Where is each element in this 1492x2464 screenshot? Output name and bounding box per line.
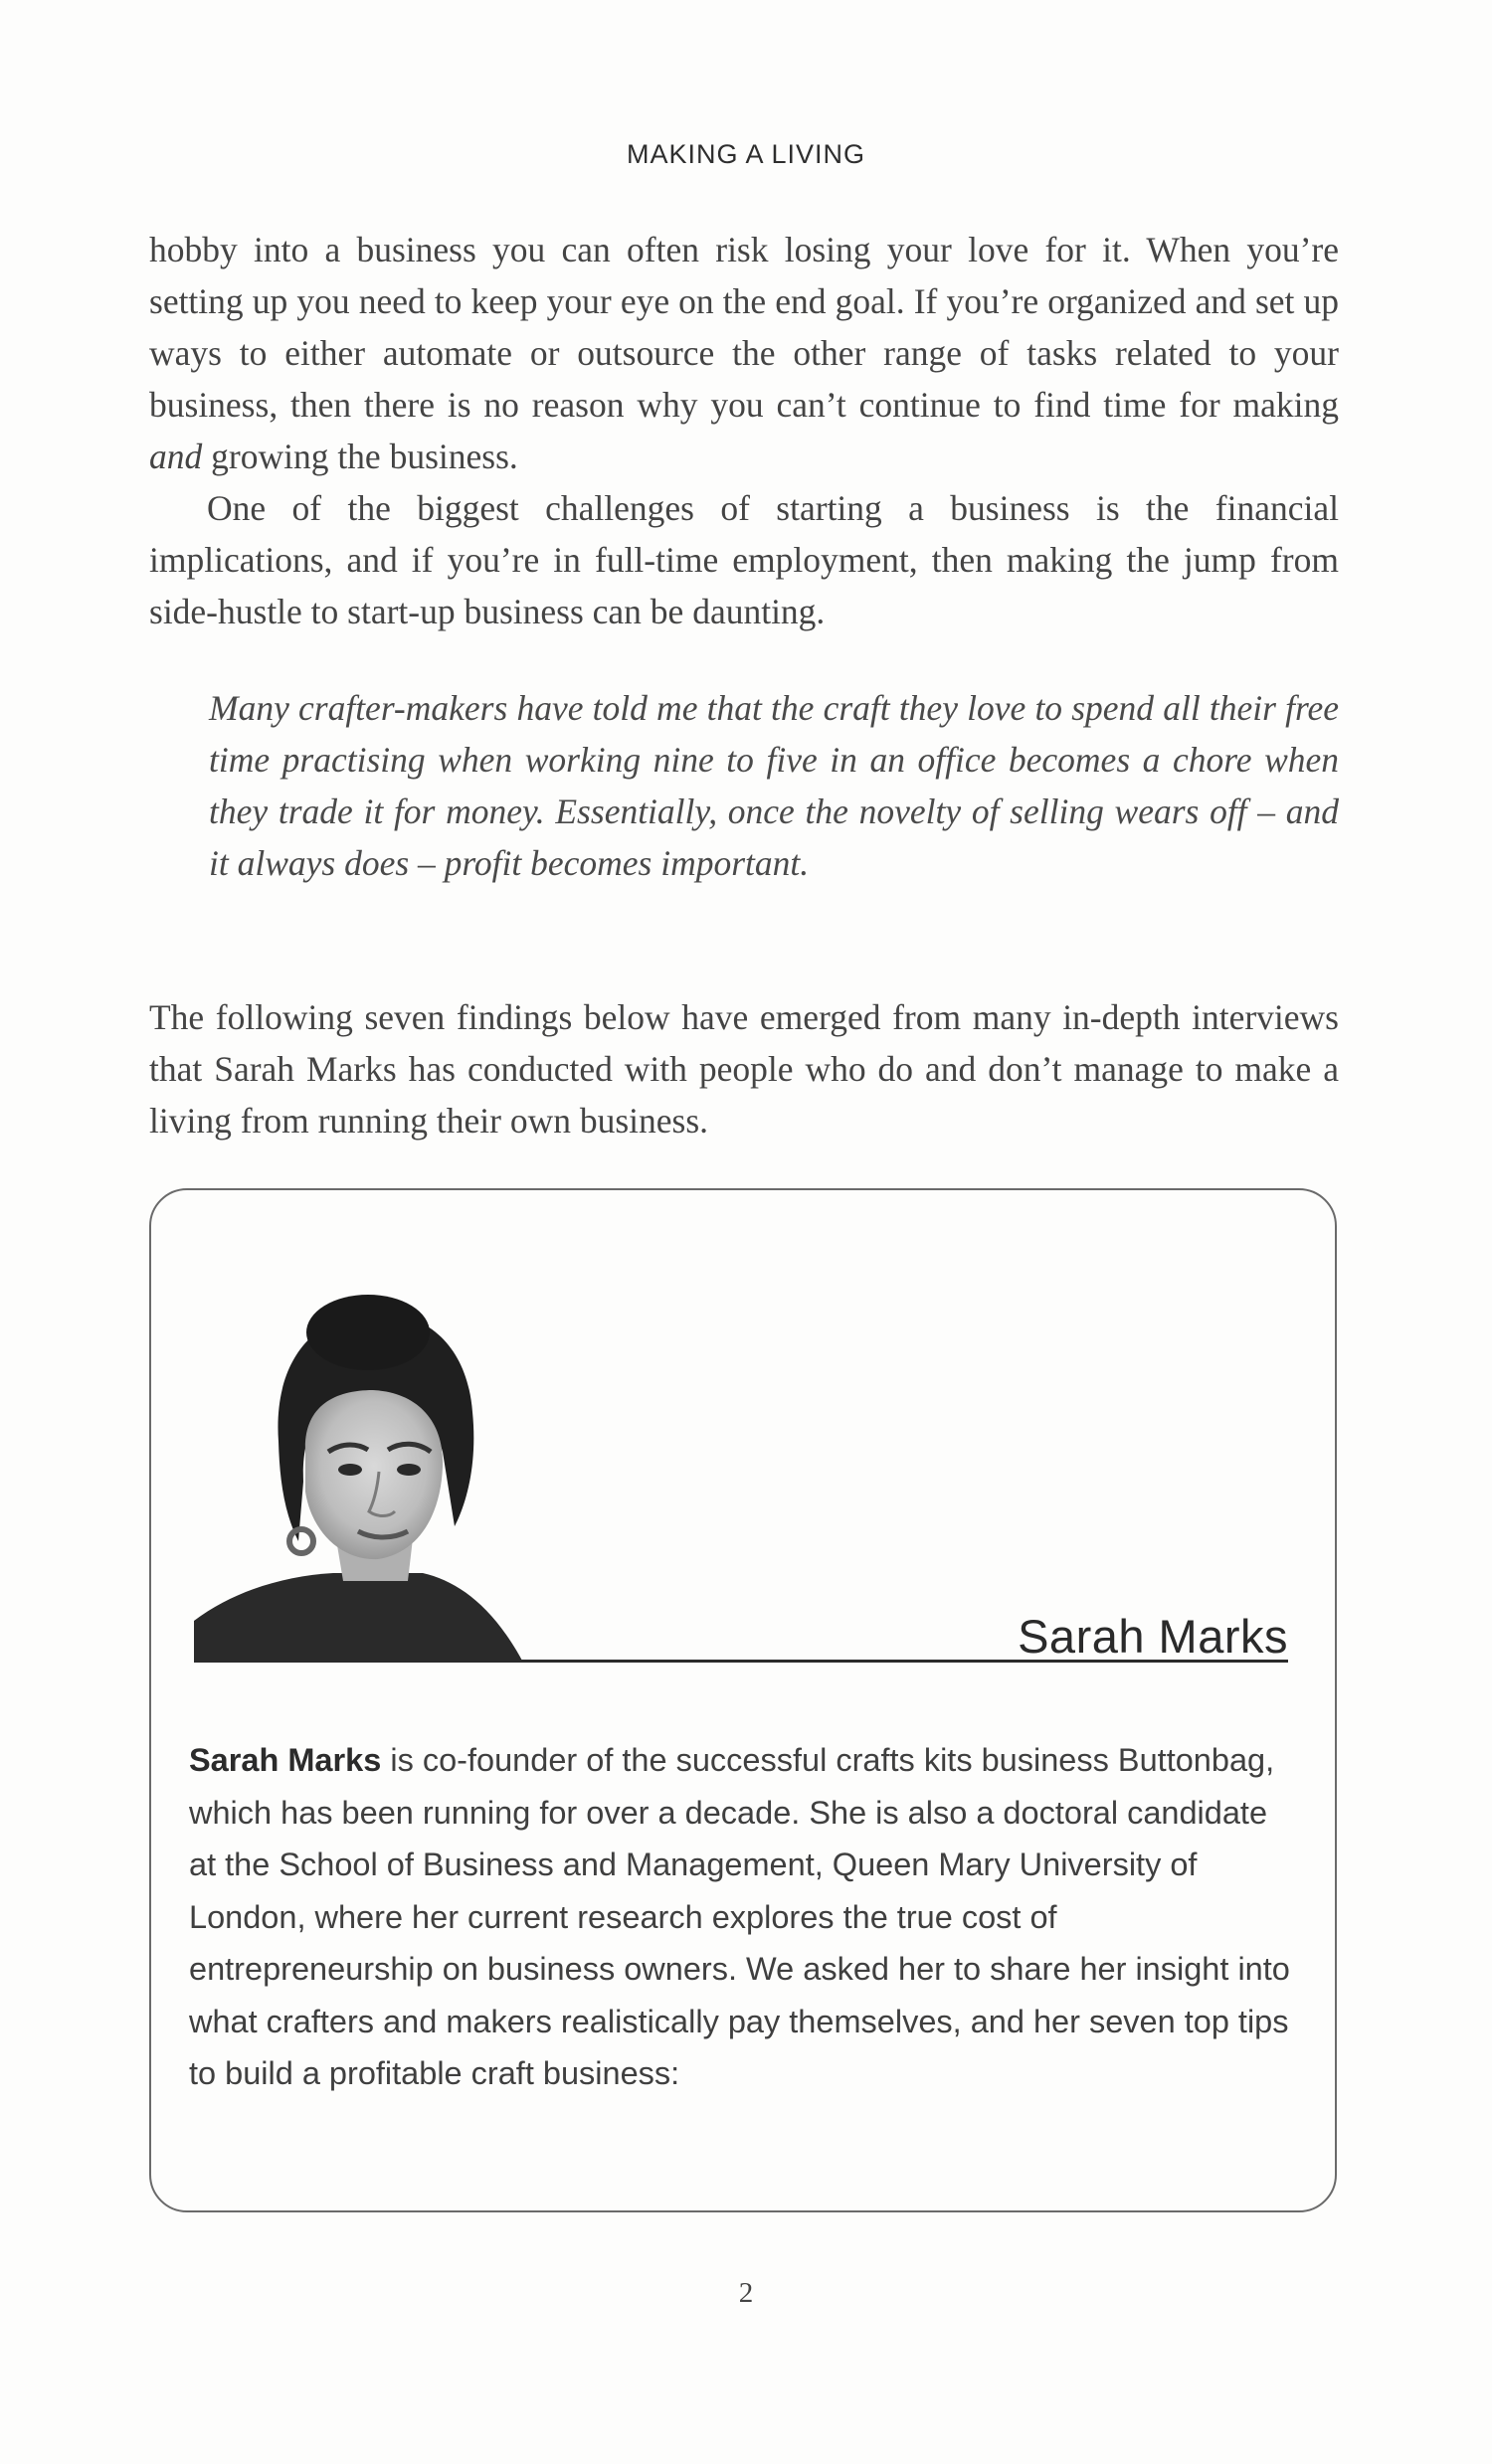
bio-text: is co-founder of the successful crafts kits business Buttonbag, which has been running for over a decade. She is also a doctoral candidate at the School of Business and Management, Queen Mary University of London, where her current research explores the true cost of entrepreneurship on business owners. We asked her to share her insight into what crafters and makers realistically pay themselves, and her seven top tips to build a profitable craft business:: [189, 1742, 1290, 2091]
profile-bio: [189, 1734, 1293, 2100]
paragraph-1-end: growing the business.: [202, 437, 518, 476]
paragraph-3: [149, 991, 1339, 1146]
paragraph-2: One of the biggest challenges of starting a business is the financial implications, and if you’re in full-time employment, then making the jump from side-hustle to start-up business can be daunting.: [149, 488, 1339, 631]
paragraph-1-start: hobby into a business you can often risk losing your love for it. When you’re setting up you need to keep your eye on the end goal. If you’re organized and set up ways to either automate or outsource the other range of tasks related to your business, then there is no reason why you can’t continue to find time for making: [149, 230, 1339, 425]
paragraph-1: [149, 224, 1339, 637]
face-shape: [305, 1390, 443, 1559]
paragraph-1-emphasis: and: [149, 437, 203, 476]
earring: [289, 1529, 313, 1553]
hair-bun: [306, 1295, 430, 1370]
shoulders-shape: [194, 1573, 522, 1661]
paragraph-1-text: [149, 224, 1339, 482]
paragraph-3-text: The following seven findings below have emerged from many in-depth interviews that Sarah Marks has conducted with people who do and don’t manage to make a living from running their own business.: [149, 997, 1339, 1141]
bio-name: Sarah Marks: [189, 1742, 382, 1778]
block-quote: Many crafter-makers have told me that the craft they love to spend all their free time practising when working nine to five in an office becomes a chore when they trade it for money. Essentially, once the novelty of selling wears off – and it always does – profit becomes important.: [209, 688, 1339, 883]
page-number: 2: [738, 2277, 754, 2309]
running-head: MAKING A LIVING: [626, 139, 866, 169]
profile-name-heading: Sarah Marks: [1018, 1610, 1288, 1663]
portrait-photo: [194, 1293, 542, 1661]
